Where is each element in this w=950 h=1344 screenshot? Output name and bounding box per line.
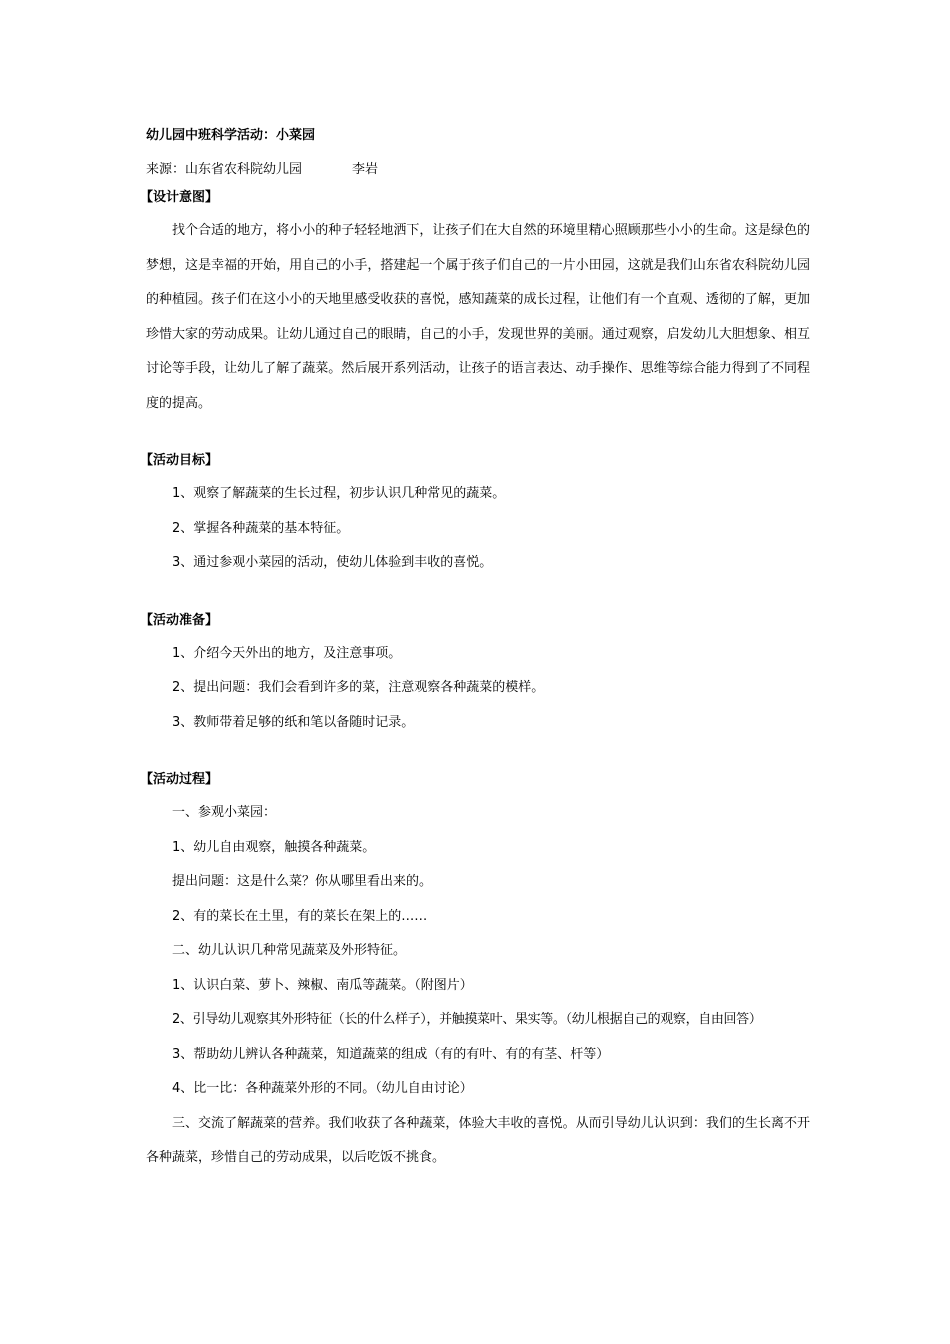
preparation-item: 3、教师带着足够的纸和笔以备随时记录。	[172, 714, 415, 730]
process-item: 2、有的菜长在土里，有的菜长在架上的……	[172, 908, 428, 924]
preparation-item: 2、提出问题：我们会看到许多的菜，注意观察各种蔬菜的模样。	[172, 680, 545, 695]
process-item: 提出问题：这是什么菜？你从哪里看出来的。	[172, 874, 433, 889]
process-closing-paragraph: 三、交流了解蔬菜的营养。我们收获了各种蔬菜，体验大丰收的喜悦。从而引导幼儿认识到：我们的生长离不开各种蔬菜，珍惜自己的劳动成果，以后吃饭不挑食。	[146, 1115, 810, 1165]
author-name: 李岩	[352, 162, 379, 177]
source-label: 来源：山东省农科院幼儿园	[146, 162, 303, 177]
section-spacer	[146, 581, 810, 611]
process-item: 3、帮助幼儿辨认各种蔬菜，知道蔬菜的组成（有的有叶、有的有茎、杆等）	[172, 1046, 610, 1062]
process-item: 一、参观小菜园：	[172, 805, 277, 820]
document-content	[140, 126, 810, 1176]
design-intent-paragraph: 找个合适的地方，将小小的种子轻轻地洒下，让孩子们在大自然的环境里精心照顾那些小小的生命。这是绿色的梦想，这是幸福的开始，用自己的小手，搭建起一个属于孩子们自己的一片小田园，这就是我们山东省农科院幼儿园的种植园。孩子们在这小小的天地里感受收获的喜悦，感知蔬菜的成长过程，让他们有一个直观、透彻的了解，更加珍惜大家的劳动成果。让幼儿通过自己的眼睛，自己的小手，发现世界的美丽。通过观察，启发幼儿大胆想象、相互讨论等手段，让幼儿了解了蔬菜。然后展开系列活动，让孩子的语言表达、动手操作、思维等综合能力得到了不同程度的提高。	[146, 223, 810, 411]
section-spacer	[146, 740, 810, 770]
process-item: 1、认识白菜、萝卜、辣椒、南瓜等蔬菜。（附图片）	[172, 977, 473, 993]
document-title: 幼儿园中班科学活动：小菜园	[146, 128, 316, 143]
source-line	[146, 160, 810, 180]
section-heading-preparation: 【活动准备】	[140, 612, 219, 628]
goal-item: 3、通过参观小菜园的活动，使幼儿体验到丰收的喜悦。	[172, 555, 493, 570]
preparation-item: 1、介绍今天外出的地方，及注意事项。	[172, 645, 402, 661]
section-heading-process: 【活动过程】	[140, 772, 219, 787]
goal-item: 2、掌握各种蔬菜的基本特征。	[172, 520, 350, 536]
process-item: 1、幼儿自由观察，触摸各种蔬菜。	[172, 839, 376, 855]
process-item: 2、引导幼儿观察其外形特征（长的什么样子），并触摸菜叶、果实等。（幼儿根据自己的观察，自由回答）	[172, 1012, 762, 1027]
process-item: 二、幼儿认识几种常见蔬菜及外形特征。	[172, 943, 407, 958]
section-heading-design-intent: 【设计意图】	[140, 190, 219, 205]
goal-item: 1、观察了解蔬菜的生长过程，初步认识几种常见的蔬菜。	[172, 486, 506, 501]
process-item: 4、比一比：各种蔬菜外形的不同。（幼儿自由讨论）	[172, 1081, 473, 1096]
section-spacer	[146, 421, 810, 451]
section-heading-goals: 【活动目标】	[140, 453, 219, 468]
